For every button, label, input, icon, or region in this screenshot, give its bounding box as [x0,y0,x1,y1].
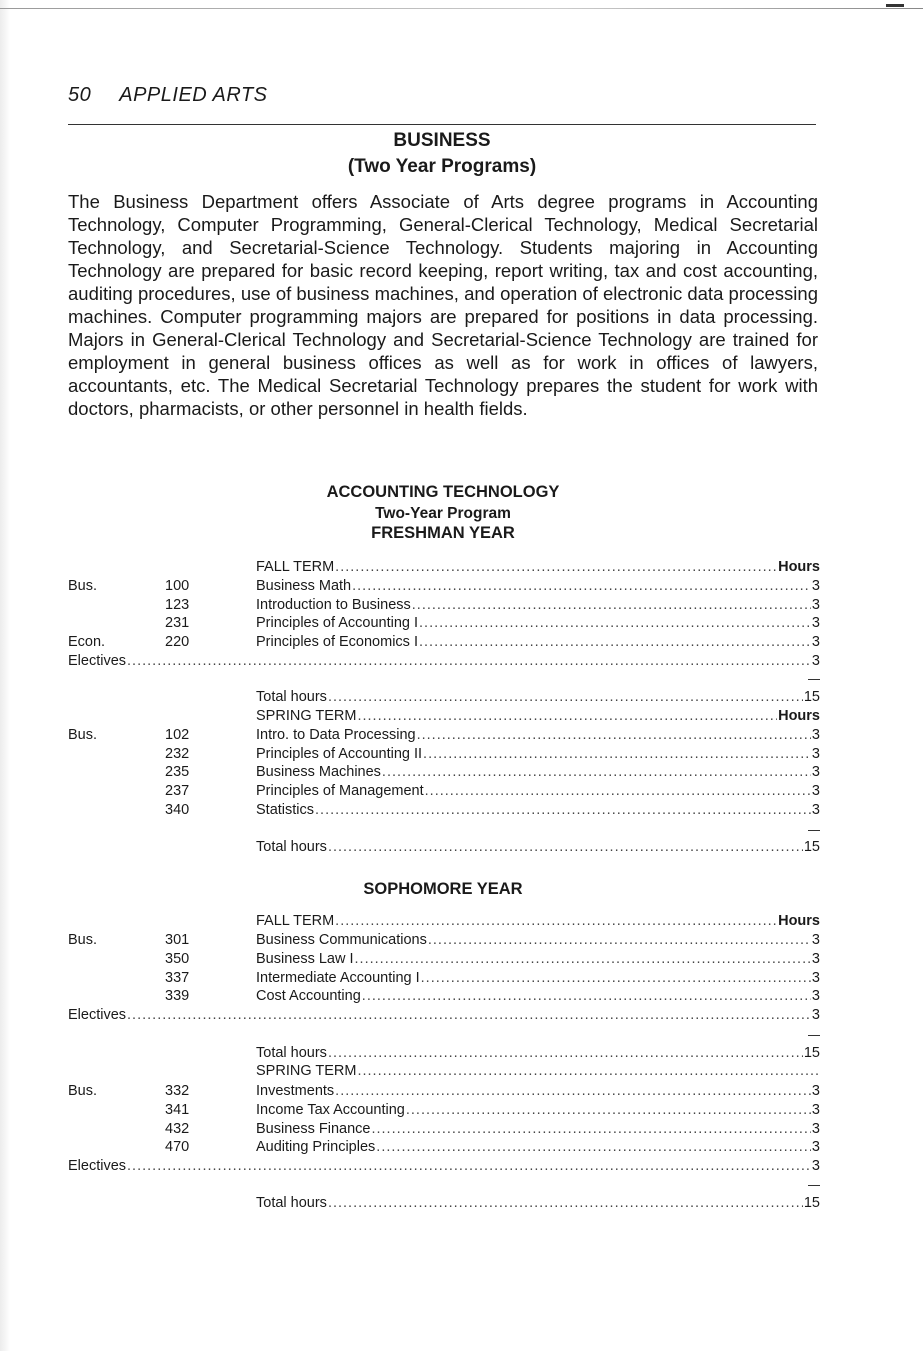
dot-leader [335,1082,811,1100]
sum-rule [808,1035,820,1036]
course-row [68,1138,820,1156]
section-name: APPLIED ARTS [119,84,268,106]
scan-top-edge [0,8,923,9]
course-hours: 3 [811,746,820,762]
course-row [68,782,820,800]
dot-leader [382,763,811,781]
course-number: 350 [165,951,190,967]
course-title: Principles of Economics I [256,634,418,650]
course-line [68,1006,820,1024]
dot-leader [417,726,811,744]
course-row [68,801,820,819]
page-number: 50 [68,84,92,106]
course-line [256,745,820,763]
course-title: Introduction to Business [256,597,411,613]
dot-leader [352,577,811,595]
course-title: SPRING TERM [256,708,357,724]
dot-leader [357,707,777,725]
dot-leader [421,969,811,987]
course-title: Electives [68,1007,127,1023]
course-title: Intermediate Accounting I [256,970,420,986]
course-line [256,1194,820,1212]
course-number: 340 [165,802,190,818]
course-row [68,838,820,856]
course-hours: 3 [811,764,820,780]
course-line [256,987,820,1005]
dot-leader [328,1194,803,1212]
course-row [68,558,820,576]
course-hours: 3 [811,951,820,967]
course-title: SPRING TERM [256,1063,357,1079]
course-row [68,633,820,651]
course-hours: 3 [811,1121,820,1137]
course-row [68,688,820,706]
dot-leader [315,801,811,819]
course-row [68,577,820,595]
dot-leader [423,745,811,763]
course-hours: 15 [803,839,820,855]
dot-leader [412,596,811,614]
course-number: 341 [165,1102,190,1118]
course-line [68,1157,820,1175]
header-rule [68,124,816,125]
course-hours: 15 [803,1045,820,1061]
course-hours: 3 [811,1083,820,1099]
course-number: 337 [165,970,190,986]
course-row [68,614,820,632]
course-hours: 3 [811,783,820,799]
course-hours: 3 [811,634,820,650]
course-row [68,931,820,949]
course-number: 470 [165,1139,190,1155]
sum-rule [808,679,820,680]
sum-rule [808,830,820,831]
course-number: 232 [165,746,190,762]
course-line [256,633,820,651]
course-title: Electives [68,653,127,669]
course-title: Business Machines [256,764,381,780]
course-line [256,950,820,968]
course-dept: Bus. [68,1083,98,1099]
course-hours: Hours [778,559,820,575]
course-dept: Bus. [68,932,98,948]
dot-leader [355,950,811,968]
course-line [256,1101,820,1119]
course-line [256,931,820,949]
dot-leader [419,614,811,632]
scan-mark [886,4,904,7]
course-hours: 15 [803,1195,820,1211]
dot-leader [425,782,811,800]
course-dept: Bus. [68,578,98,594]
course-title: Total hours [256,689,327,705]
course-row [68,763,820,781]
course-row [68,912,820,930]
course-title: Investments [256,1083,335,1099]
program-subtitle: Two-Year Program [375,505,511,522]
course-hours: 3 [811,802,820,818]
dot-leader [127,652,811,670]
course-hours: 3 [811,578,820,594]
course-number: 102 [165,727,190,743]
page-title [68,128,816,180]
dot-leader [127,1157,811,1175]
course-row [68,1082,820,1100]
course-row [68,1006,820,1024]
course-row [68,745,820,763]
course-row [68,596,820,614]
dot-leader [362,987,811,1005]
course-line [256,1138,820,1156]
course-row [68,1101,820,1119]
course-hours: 3 [811,932,820,948]
course-row [68,1044,820,1062]
course-row [68,726,820,744]
program-title: ACCOUNTING TECHNOLOGY [326,483,560,501]
course-hours: 3 [811,653,820,669]
course-title: Income Tax Accounting [256,1102,405,1118]
freshman-heading: FRESHMAN YEAR [371,524,515,542]
course-line [68,652,820,670]
course-line [256,1082,820,1100]
course-number: 220 [165,634,190,650]
course-title: Total hours [256,1045,327,1061]
course-line [256,912,820,930]
course-line [256,1044,820,1062]
course-number: 432 [165,1121,190,1137]
course-title: Cost Accounting [256,988,361,1004]
course-line [256,707,820,725]
dot-leader [419,633,811,651]
dot-leader [127,1006,811,1024]
dot-leader [335,558,777,576]
course-hours: 3 [811,1007,820,1023]
course-line [256,801,820,819]
course-row [68,1062,820,1080]
course-number: 100 [165,578,190,594]
course-hours: 3 [811,615,820,631]
dot-leader [406,1101,811,1119]
course-number: 237 [165,783,190,799]
course-hours: 3 [811,970,820,986]
course-hours: 3 [811,727,820,743]
running-head [68,84,268,107]
course-dept: Bus. [68,727,98,743]
course-line [256,1120,820,1138]
course-row [68,1194,820,1212]
sophomore-heading: SOPHOMORE YEAR [363,880,523,898]
dot-leader [371,1120,810,1138]
course-title: Business Law I [256,951,354,967]
course-row [68,1120,820,1138]
course-line [256,614,820,632]
course-hours: 3 [811,988,820,1004]
intro-paragraph: The Business Department offers Associate of Arts degree programs in Accounting Technology, Computer Programming, General-Clerical Technology, Medical Secretarial Technology, and Secretarial-Science Technology. Students majoring in Accounting Technology are prepared for basic record keeping, report writing, tax and cost accounting, auditing procedures, use of business machines, and operation of electronic data processing machines. Computer programming majors are prepared for positions in data processing. Majors in General-Clerical Technology and Secretarial-Science Technology are trained for employment in general business offices as well as for work in offices of lawyers, accountants, etc. The Medical Secretarial Technology prepares the student for work with doctors, pharmacists, or other personnel in health fields. [68,191,818,419]
course-title: Principles of Management [256,783,424,799]
course-dept: Econ. [68,634,106,650]
course-title: Total hours [256,839,327,855]
course-line [256,688,820,706]
dot-leader [357,1062,819,1080]
course-title: FALL TERM [256,559,335,575]
course-row [68,987,820,1005]
course-row [68,969,820,987]
course-title: FALL TERM [256,913,335,929]
course-hours: 15 [803,689,820,705]
course-number: 123 [165,597,190,613]
course-hours: 3 [811,1102,820,1118]
course-row [68,707,820,725]
course-row [68,652,820,670]
dot-leader [335,912,777,930]
course-number: 301 [165,932,190,948]
course-row [68,950,820,968]
dot-leader [376,1138,811,1156]
sum-rule [808,1185,820,1186]
course-title: Electives [68,1158,127,1174]
course-number: 231 [165,615,190,631]
dot-leader [328,838,803,856]
course-row [68,1157,820,1175]
scan-edge-shadow [0,0,10,1351]
course-title: Total hours [256,1195,327,1211]
course-line [256,1062,820,1080]
course-line [256,838,820,856]
course-number: 339 [165,988,190,1004]
course-number: 332 [165,1083,190,1099]
course-title: Principles of Accounting I [256,615,419,631]
course-hours: 3 [811,1139,820,1155]
course-line [256,726,820,744]
dot-leader [428,931,811,949]
course-hours: 3 [811,1158,820,1174]
dot-leader [328,688,803,706]
dot-leader [328,1044,803,1062]
course-hours: 3 [811,597,820,613]
course-title: Business Communications [256,932,427,948]
course-line [256,782,820,800]
course-line [256,577,820,595]
course-title: Statistics [256,802,315,818]
title-line1: BUSINESS [393,130,491,151]
course-line [256,558,820,576]
course-number: 235 [165,764,190,780]
course-line [256,596,820,614]
course-hours: Hours [778,708,820,724]
course-title: Business Finance [256,1121,371,1137]
course-title: Business Math [256,578,352,594]
course-hours: Hours [778,913,820,929]
course-title: Intro. to Data Processing [256,727,416,743]
course-title: Principles of Accounting II [256,746,423,762]
course-line [256,969,820,987]
course-title: Auditing Principles [256,1139,376,1155]
course-line [256,763,820,781]
title-line2: (Two Year Programs) [347,156,537,177]
